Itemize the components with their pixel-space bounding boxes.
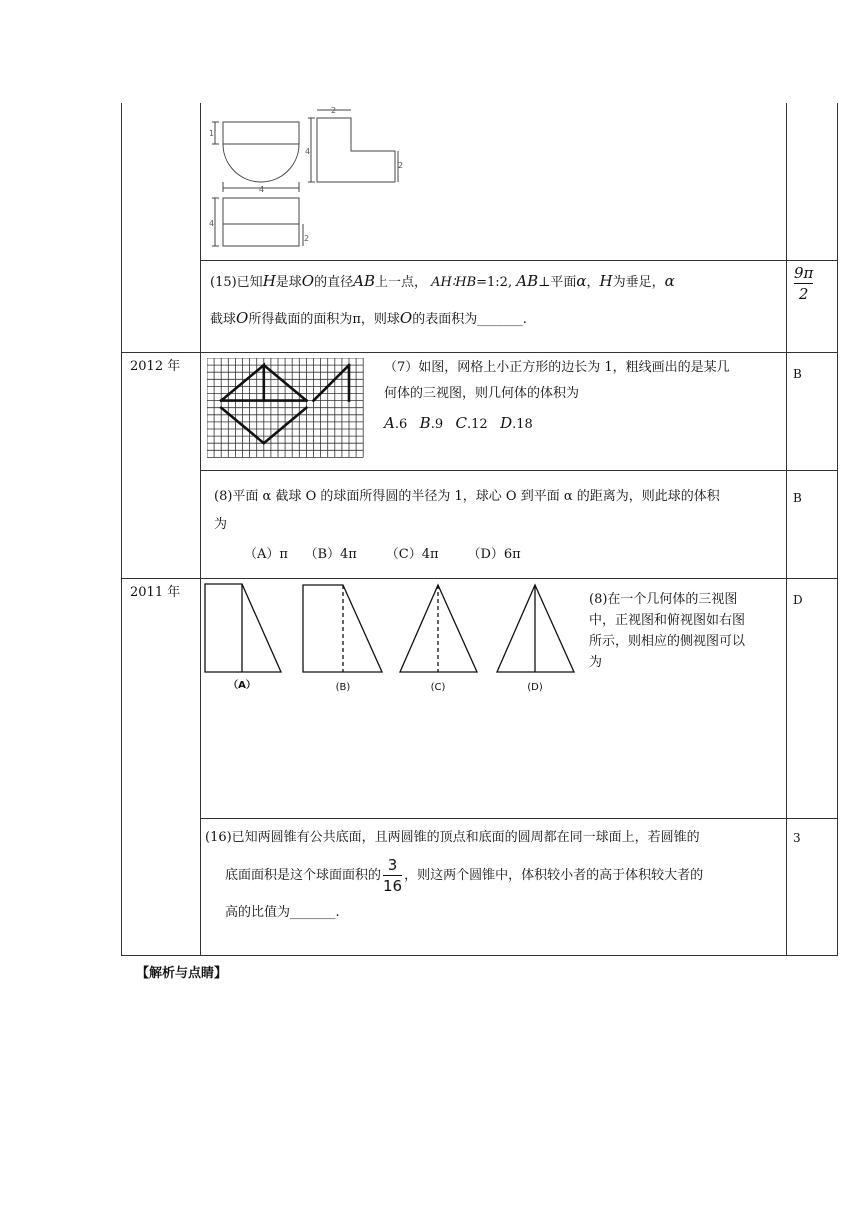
- options-line: [384, 412, 784, 435]
- table-col-divider-2: [786, 103, 787, 956]
- fraction-numerator: 9π: [794, 264, 814, 282]
- text-seg: 为垂足，: [612, 275, 665, 290]
- answer-8-2011: D: [793, 593, 803, 607]
- var-o: O: [236, 309, 249, 328]
- option-c-letter: C: [455, 414, 467, 433]
- dim-label-side-h: 4: [305, 147, 311, 156]
- question-line-1: [210, 270, 782, 293]
- text-seg: 是球: [275, 275, 302, 290]
- option-d-letter: D: [500, 414, 513, 433]
- dim-label-front-step: 2: [304, 234, 310, 243]
- option-b-letter: B: [419, 414, 431, 433]
- options-line: （A）π （B）4π （C）4π （D）6π: [244, 547, 521, 563]
- var-alpha: α: [576, 272, 587, 290]
- text-seg: ，则这两个圆锥中，体积较小者的高于体积较大者的: [404, 867, 704, 883]
- question-line-1: (8)在一个几何体的三视图: [589, 592, 738, 607]
- section-heading-analysis: 【解析与点睛】: [136, 966, 228, 981]
- question-15-2013: [210, 270, 782, 331]
- figure-label-a: （A）: [228, 680, 256, 691]
- dim-label-bottom: 4: [259, 185, 265, 194]
- year-label-2011: 2011 年: [130, 585, 181, 600]
- figure-label-b: (B): [335, 682, 351, 693]
- dim-label-top: 2: [331, 106, 337, 115]
- ratio-fraction: [383, 856, 402, 895]
- fraction-bar: [794, 283, 813, 284]
- text-seg: ⊥平面: [538, 275, 577, 290]
- dim-label-left: 1: [209, 129, 215, 138]
- row-divider: [200, 818, 837, 819]
- text-seg: 截球: [210, 312, 237, 328]
- row-divider: [121, 352, 837, 353]
- answer-7-2012: B: [793, 367, 802, 381]
- var-h: H: [262, 272, 276, 290]
- question-line-2: [210, 307, 782, 330]
- question-line-1: (8)平面 α 截球 O 的球面所得圆的半径为 1，球心 O 到平面 α 的距离为，则此球的体积: [214, 489, 720, 504]
- grid-three-view-figure: [207, 358, 365, 462]
- text-seg: 所得截面的面积为π，则球: [248, 312, 400, 328]
- dim-label-front-h: 4: [209, 219, 215, 228]
- text-seg: 的直径: [314, 275, 354, 290]
- dim-label-side-step: 2: [398, 161, 404, 170]
- question-16-2011: [205, 828, 785, 923]
- var-ab: AB: [516, 272, 539, 290]
- answer-8-2012: B: [793, 491, 802, 505]
- question-8-2012: [214, 487, 782, 565]
- question-line-2: 为: [214, 517, 228, 533]
- answer-fraction: [794, 264, 813, 303]
- option-c-value: .12: [466, 417, 488, 433]
- table-col-divider-1: [200, 103, 201, 956]
- question-line-1: (16)已知两圆锥有公共底面，且两圆锥的顶点和底面的圆周都在同一球面上，若圆锥的: [205, 830, 700, 845]
- fraction-bar: [383, 875, 402, 876]
- text-seg: 的表面积为_______.: [412, 312, 527, 328]
- fraction-denominator: 16: [383, 877, 403, 896]
- option-d-value: .18: [512, 417, 533, 433]
- question-8-2011: [589, 589, 784, 673]
- text-seg: 底面面积是这个球面面积的: [225, 867, 382, 883]
- option-a-letter: A: [384, 414, 395, 433]
- var-alpha: α: [664, 272, 675, 290]
- row-divider: [200, 470, 837, 471]
- table-border-bottom: [121, 955, 837, 956]
- question-line-3: 高的比值为_______.: [225, 905, 340, 921]
- question-line-2: [205, 856, 785, 895]
- text-seg: 上一点，: [374, 275, 427, 290]
- question-line-1: （7）如图，网格上小正方形的边长为 1，粗线画出的是某几: [384, 360, 730, 375]
- var-o: O: [399, 309, 413, 328]
- text-seg: ，: [586, 275, 600, 290]
- ratio-value: =1:2,: [476, 275, 513, 290]
- table-border-right: [837, 103, 838, 956]
- question-line-3: 所示，则相应的侧视图可以: [589, 634, 746, 650]
- fraction-numerator: 3: [387, 856, 398, 875]
- figure-label-c: (C): [430, 682, 446, 693]
- question-7-2012: [384, 358, 784, 436]
- q-prefix: (15)已知: [210, 275, 263, 290]
- year-label-2012: 2012 年: [130, 359, 181, 374]
- question-line-2: 何体的三视图，则几何体的体积为: [384, 386, 580, 402]
- side-view-options-figure: [202, 582, 587, 700]
- row-divider: [121, 578, 837, 579]
- answer-16-2011: 3: [793, 831, 801, 845]
- figure-label-d: (D): [527, 682, 543, 693]
- ratio-lhs: AH∶HB: [431, 275, 477, 290]
- fraction-denominator: 2: [798, 285, 809, 303]
- var-o: O: [301, 272, 315, 290]
- answer-15-2013: [794, 264, 830, 303]
- var-h: H: [599, 272, 613, 290]
- question-line-2: 中，正视图和俯视图如右图: [589, 613, 746, 629]
- option-a-value: .6: [394, 417, 408, 433]
- option-b-value: .9: [430, 417, 444, 433]
- var-ab: AB: [353, 272, 375, 290]
- three-view-figure-2013: [205, 106, 405, 256]
- question-line-4: 为: [589, 655, 603, 671]
- table-border-left: [121, 103, 122, 956]
- row-divider: [200, 260, 837, 261]
